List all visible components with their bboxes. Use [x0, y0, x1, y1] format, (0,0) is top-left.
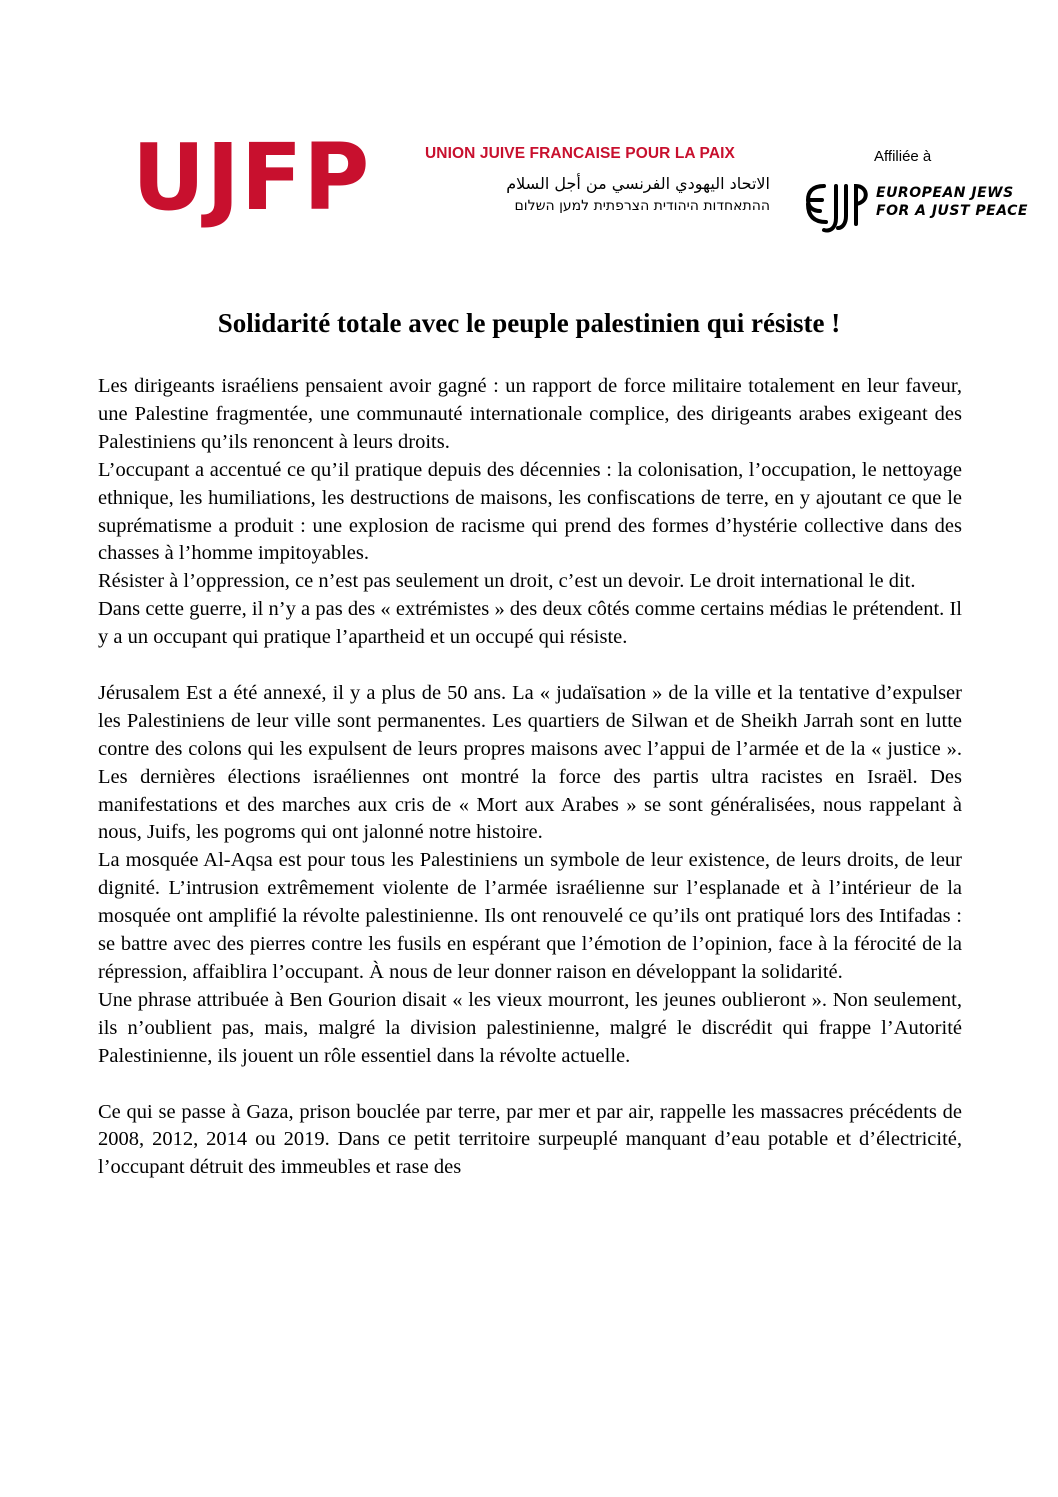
- paragraph: Une phrase attribuée à Ben Gourion disait « les vieux mourront, les jeunes oublieront ». Non seulement, ils n’oublient pas, mais, malgré la division palestinienne, malgré le discrédit qui frappe l’Autorité Palestinienne, ils jouent un rôle essentiel dans la révolte actuelle.: [98, 988, 962, 1067]
- paragraph: La mosquée Al-Aqsa est pour tous les Palestiniens un symbole de leur existence, de leurs droits, de leur dignité. L’intrusion extrêmement violente de l’armée israélienne sur l’esplanade et à l’intérieur de la mosquée ont amplifié la révolte palestinienne. Ils ont renouvelé ce qu’ils ont pratiqué lors des Intifadas : se battre avec des pierres contre les fusils en espérant que l’émotion de l’opinion, face à la férocité de la répression, affaiblira l’occupant. À nous de leur donner raison en développant la solidarité.: [98, 849, 962, 984]
- document-body: [98, 373, 962, 1182]
- paragraph: Jérusalem Est a été annexé, il y a plus de 50 ans. La « judaïsation » de la ville et la tentative d’expulser les Palestiniens de leur ville sont permanentes. Les quartiers de Silwan et de Sheikh Jarrah sont en lutte contre des colons qui les expulsent de leurs propres maisons avec l’appui de l’armée et de la « justice ». Les dernières élections israéliennes ont montré la force des partis ultra racistes en Israël. Des manifestations et des marches aux cris de « Mort aux Arabes » se sont généralisées, nous rappelant à nous, Juifs, les pogroms qui ont jalonné notre histoire.: [98, 681, 962, 844]
- letterhead: [0, 0, 1058, 260]
- paragraph: Ce qui se passe à Gaza, prison bouclée par terre, par mer et par air, rappelle les massacres précédents de 2008, 2012, 2014 ou 2019. Dans ce petit territoire surpeuplé manquant d’eau potable et d’électricité, l’occupant détruit des immeubles et rase des: [98, 1100, 962, 1179]
- paragraph: Dans cette guerre, il n’y a pas des « extrémistes » des deux côtés comme certains médias le prétendent. Il y a un occupant qui pratique l’apartheid et un occupé qui résiste.: [98, 598, 962, 649]
- organization-names: [425, 145, 770, 214]
- affiliation-label: Affiliée à: [874, 148, 932, 165]
- paragraph: Résister à l’oppression, ce n’est pas seulement un droit, c’est un devoir. Le droit international le dit.: [98, 570, 916, 593]
- ejjp-line-2: FOR A JUST PEACE: [876, 203, 1028, 219]
- org-name-hebrew: ההתאחדות היהודית הצרפתית למען השלום: [514, 198, 770, 214]
- paragraph: Les dirigeants israéliens pensaient avoir gagné : un rapport de force militaire totalement en leur faveur, une Palestine fragmentée, une communauté internationale complice, des dirigeants arabes exigeant des Palestiniens qu’ils renoncent à leurs droits.: [98, 375, 962, 453]
- org-name-french: UNION JUIVE FRANCAISE POUR LA PAIX: [425, 145, 735, 162]
- paragraph: L’occupant a accentué ce qu’il pratique depuis des décennies : la colonisation, l’occupation, le nettoyage ethnique, les humiliations, les destructions de maisons, les confiscations de terre, en y ajoutant ce que le suprématisme a produit : une explosion de racisme qui prend des formes d’hystérie collective dans des chasses à l’homme impitoyables.: [98, 458, 962, 565]
- org-name-arabic: الاتحاد اليهودي الفرنسي من أجل السلام: [506, 174, 770, 193]
- ejjp-logo-icon: [802, 178, 872, 238]
- ejjp-wordmark: [876, 184, 1028, 220]
- ujfp-logo: UJFP: [132, 124, 371, 231]
- document-title: Solidarité totale avec le peuple palestinien qui résiste !: [217, 308, 841, 338]
- ejjp-line-1: EUROPEAN JEWS: [876, 185, 1014, 201]
